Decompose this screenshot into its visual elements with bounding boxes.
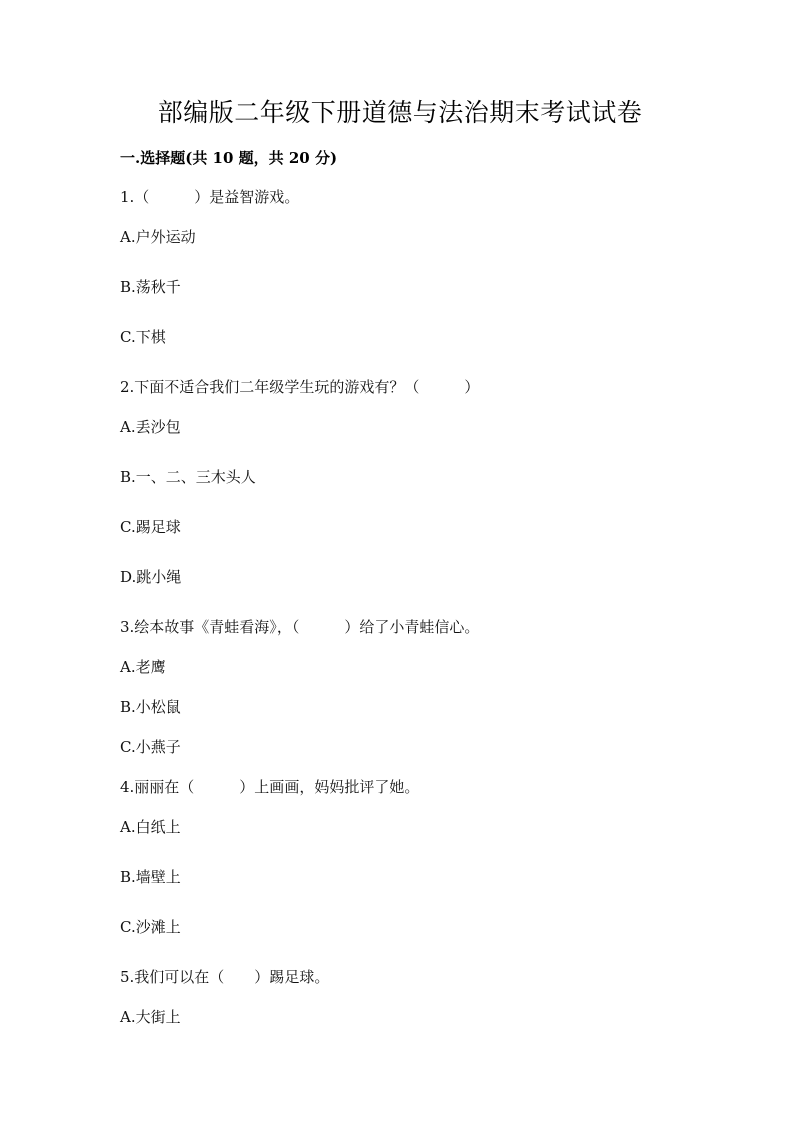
question-1-option-c: C.下棋 bbox=[120, 328, 166, 346]
question-2-stem: 2.下面不适合我们二年级学生玩的游戏有？（ ） bbox=[120, 378, 480, 396]
question-3-option-c: C.小燕子 bbox=[120, 738, 181, 756]
exam-title: 部编版二年级下册道德与法治期末考试试卷 bbox=[157, 98, 643, 127]
question-1-stem: 1.（ ）是益智游戏。 bbox=[120, 188, 300, 206]
question-1-option-b: B.荡秋千 bbox=[120, 278, 181, 296]
question-4-option-a: A.白纸上 bbox=[120, 818, 181, 836]
section-heading: 一.选择题(共 10 题，共 20 分) bbox=[120, 149, 338, 167]
question-4-option-b: B.墙壁上 bbox=[120, 868, 181, 886]
question-2-option-d: D.跳小绳 bbox=[120, 568, 182, 586]
question-4-option-c: C.沙滩上 bbox=[120, 918, 181, 936]
question-3-stem: 3.绘本故事《青蛙看海》，（ ）给了小青蛙信心。 bbox=[120, 618, 480, 636]
question-2-option-a: A.丢沙包 bbox=[120, 418, 181, 436]
question-3-option-a: A.老鹰 bbox=[120, 658, 166, 676]
question-1-option-a: A.户外运动 bbox=[120, 228, 196, 246]
question-5-option-a: A.大街上 bbox=[120, 1008, 181, 1026]
question-3-option-b: B.小松鼠 bbox=[120, 698, 181, 716]
question-2-option-c: C.踢足球 bbox=[120, 518, 181, 536]
question-5-stem: 5.我们可以在（ ）踢足球。 bbox=[120, 968, 330, 986]
question-2-option-b: B.一、二、三木头人 bbox=[120, 468, 256, 486]
question-4-stem: 4.丽丽在（ ）上画画，妈妈批评了她。 bbox=[120, 778, 420, 796]
